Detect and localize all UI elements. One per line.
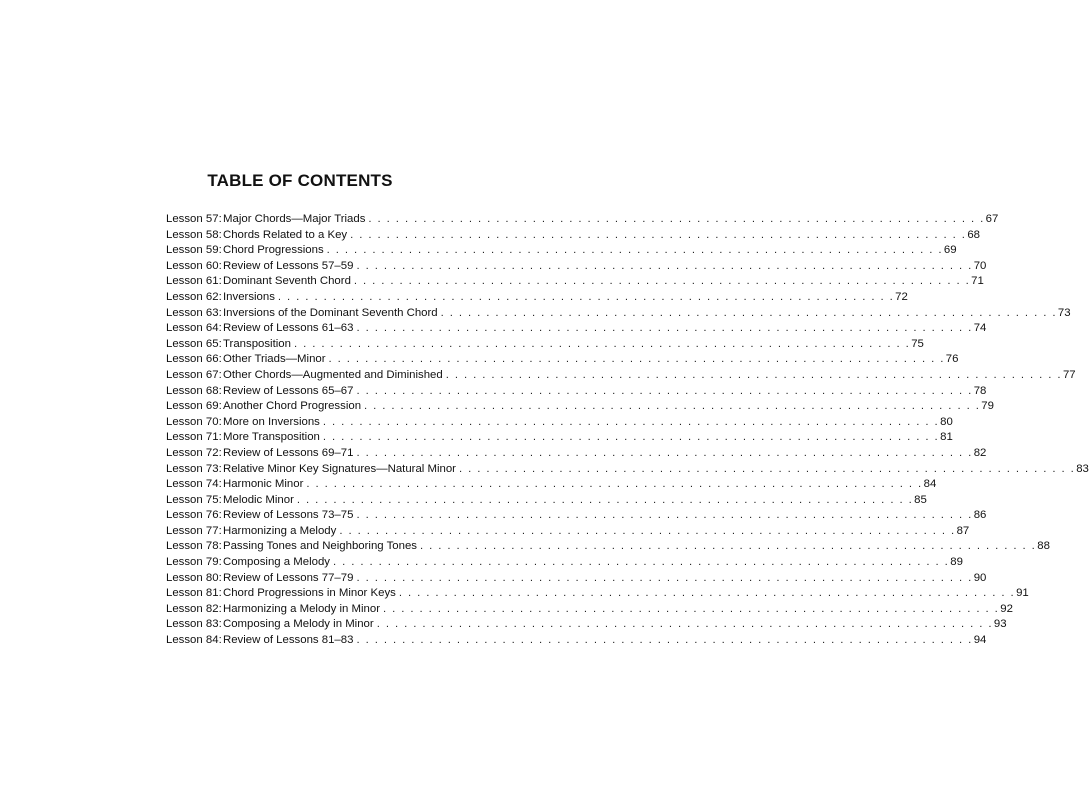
- toc-lesson-number: Lesson 72:: [166, 446, 222, 459]
- toc-dot-leader: . . . . . . . . . . . . . . . . . . . . . . . . . . . . . . . . . . . . . . . . . . . . . . . . . . . . . . . . . . . . . . . . . . . .: [296, 493, 914, 506]
- toc-dot-leader: . . . . . . . . . . . . . . . . . . . . . . . . . . . . . . . . . . . . . . . . . . . . . . . . . . . . . . . . . . . . . . . . . . . .: [420, 540, 1037, 553]
- toc-entry: [166, 274, 984, 290]
- toc-dot-leader: . . . . . . . . . . . . . . . . . . . . . . . . . . . . . . . . . . . . . . . . . . . . . . . . . . . . . . . . . . . . . . . . . . . .: [364, 400, 981, 413]
- toc-page-number: 90: [973, 571, 987, 584]
- toc-entry: [166, 352, 959, 368]
- toc-lesson-title: Review of Lessons 57–59: [223, 259, 354, 272]
- toc-lesson-title: Chords Related to a Key: [223, 228, 348, 241]
- toc-lesson-title: Review of Lessons 77–79: [223, 571, 354, 584]
- toc-lesson-title: Another Chord Progression: [223, 400, 362, 413]
- toc-page-number: 79: [981, 400, 994, 413]
- toc-page-number: 76: [945, 353, 959, 366]
- toc-entry: [166, 306, 1071, 322]
- toc-entry: [166, 259, 987, 275]
- toc-page-number: 68: [967, 228, 981, 241]
- toc-entry: [166, 384, 987, 400]
- toc-lesson-number: Lesson 65:: [166, 337, 222, 350]
- toc-page-number: 71: [971, 275, 984, 288]
- toc-entry: [166, 415, 953, 431]
- toc-dot-leader: . . . . . . . . . . . . . . . . . . . . . . . . . . . . . . . . . . . . . . . . . . . . . . . . . . . . . . . . . . . . . . . . . . . .: [306, 478, 923, 491]
- toc-lesson-title: Melodic Minor: [223, 493, 294, 506]
- toc-entry: [166, 508, 987, 524]
- toc-lesson-title: Composing a Melody in Minor: [223, 618, 374, 631]
- toc-dot-leader: . . . . . . . . . . . . . . . . . . . . . . . . . . . . . . . . . . . . . . . . . . . . . . . . . . . . . . . . . . . . . . . . . . . .: [356, 259, 973, 272]
- toc-page-number: 69: [943, 244, 957, 257]
- toc-page-number: 75: [911, 337, 924, 350]
- toc-lesson-number: Lesson 60:: [166, 259, 222, 272]
- toc-lesson-number: Lesson 69:: [166, 400, 222, 413]
- toc-dot-leader: . . . . . . . . . . . . . . . . . . . . . . . . . . . . . . . . . . . . . . . . . . . . . . . . . . . . . . . . . . . . . . . . . . . .: [350, 228, 967, 241]
- toc-dot-leader: . . . . . . . . . . . . . . . . . . . . . . . . . . . . . . . . . . . . . . . . . . . . . . . . . . . . . . . . . . . . . . . . . . . .: [328, 353, 945, 366]
- toc-lesson-number: Lesson 78:: [166, 540, 222, 553]
- toc-page-number: 73: [1057, 306, 1071, 319]
- toc-page-number: 92: [1000, 602, 1013, 615]
- toc-page-number: 81: [940, 431, 953, 444]
- toc-page-number: 89: [950, 556, 963, 569]
- toc-lesson-number: Lesson 77:: [166, 524, 222, 537]
- toc-lesson-title: Transposition: [223, 337, 291, 350]
- toc-page-number: 74: [973, 322, 987, 335]
- toc-entry: [166, 399, 994, 415]
- toc-lesson-number: Lesson 63:: [166, 306, 222, 319]
- toc-entry: [166, 555, 963, 571]
- toc-dot-leader: . . . . . . . . . . . . . . . . . . . . . . . . . . . . . . . . . . . . . . . . . . . . . . . . . . . . . . . . . . . . . . . . . . . .: [322, 415, 940, 428]
- toc-lesson-number: Lesson 75:: [166, 493, 222, 506]
- toc-dot-leader: . . . . . . . . . . . . . . . . . . . . . . . . . . . . . . . . . . . . . . . . . . . . . . . . . . . . . . . . . . . . . . . . . . . .: [356, 571, 973, 584]
- toc-lesson-number: Lesson 74:: [166, 478, 222, 491]
- toc-page-number: 88: [1037, 540, 1050, 553]
- toc-dot-leader: . . . . . . . . . . . . . . . . . . . . . . . . . . . . . . . . . . . . . . . . . . . . . . . . . . . . . . . . . . . . . . . . . . . .: [353, 275, 971, 288]
- toc-lesson-number: Lesson 57:: [166, 213, 222, 225]
- toc-page-number: 83: [1076, 462, 1089, 475]
- toc-lesson-number: Lesson 76:: [166, 509, 222, 522]
- toc-page-number: 94: [973, 634, 987, 647]
- toc-lesson-number: Lesson 84:: [166, 634, 222, 647]
- page-title: TABLE OF CONTENTS: [207, 171, 393, 190]
- toc-dot-leader: . . . . . . . . . . . . . . . . . . . . . . . . . . . . . . . . . . . . . . . . . . . . . . . . . . . . . . . . . . . . . . . . . . . .: [333, 556, 950, 569]
- toc-lesson-title: Harmonizing a Melody: [223, 524, 337, 537]
- toc-page-number: 77: [1062, 368, 1076, 381]
- toc-lesson-number: Lesson 81:: [166, 587, 222, 600]
- toc-page-number: 70: [973, 259, 987, 272]
- toc-entry: [166, 602, 1013, 618]
- toc-lesson-number: Lesson 62:: [166, 290, 222, 303]
- toc-page-number: 72: [895, 290, 908, 303]
- toc-lesson-title: Other Chords—Augmented and Diminished: [223, 368, 443, 381]
- toc-page-number: 91: [1016, 587, 1029, 600]
- toc-entry: [166, 290, 908, 306]
- toc-page-number: 67: [985, 213, 999, 225]
- toc-page-number: 84: [923, 478, 937, 491]
- toc-dot-leader: . . . . . . . . . . . . . . . . . . . . . . . . . . . . . . . . . . . . . . . . . . . . . . . . . . . . . . . . . . . . . . . . . . . .: [293, 337, 911, 350]
- toc-lesson-title: Chord Progressions in Minor Keys: [223, 587, 396, 600]
- toc-lesson-number: Lesson 82:: [166, 602, 222, 615]
- toc-dot-leader: . . . . . . . . . . . . . . . . . . . . . . . . . . . . . . . . . . . . . . . . . . . . . . . . . . . . . . . . . . . . . . . . . . . .: [383, 602, 1000, 615]
- toc-dot-leader: . . . . . . . . . . . . . . . . . . . . . . . . . . . . . . . . . . . . . . . . . . . . . . . . . . . . . . . . . . . . . . . . . . . .: [277, 290, 895, 303]
- toc-entry: [166, 368, 1076, 384]
- toc-entry: [166, 462, 1089, 478]
- toc-lesson-number: Lesson 64:: [166, 322, 222, 335]
- toc-dot-leader: . . . . . . . . . . . . . . . . . . . . . . . . . . . . . . . . . . . . . . . . . . . . . . . . . . . . . . . . . . . . . . . . . . . .: [356, 322, 973, 335]
- toc-entry: [166, 321, 987, 337]
- toc-entry: [166, 212, 999, 228]
- toc-dot-leader: . . . . . . . . . . . . . . . . . . . . . . . . . . . . . . . . . . . . . . . . . . . . . . . . . . . . . . . . . . . . . . . . . . . .: [440, 306, 1057, 319]
- toc-page-number: 78: [973, 384, 987, 397]
- toc-lesson-title: More on Inversions: [223, 415, 320, 428]
- toc-entry: [166, 571, 987, 587]
- toc-page-number: 82: [973, 446, 987, 459]
- toc-page-number: 80: [940, 415, 953, 428]
- toc-entry: [166, 228, 981, 244]
- toc-page-number: 86: [973, 509, 987, 522]
- toc-lesson-title: Inversions of the Dominant Seventh Chord: [223, 306, 438, 319]
- toc-lesson-title: Review of Lessons 73–75: [223, 509, 354, 522]
- toc-dot-leader: . . . . . . . . . . . . . . . . . . . . . . . . . . . . . . . . . . . . . . . . . . . . . . . . . . . . . . . . . . . . . . . . . . . .: [356, 446, 973, 459]
- toc-lesson-number: Lesson 59:: [166, 244, 222, 257]
- toc-lesson-number: Lesson 61:: [166, 275, 222, 288]
- toc-lesson-number: Lesson 58:: [166, 228, 222, 241]
- toc-dot-leader: . . . . . . . . . . . . . . . . . . . . . . . . . . . . . . . . . . . . . . . . . . . . . . . . . . . . . . . . . . . . . . . . . . . .: [356, 384, 973, 397]
- toc-lesson-title: More Transposition: [223, 431, 320, 444]
- toc-dot-leader: . . . . . . . . . . . . . . . . . . . . . . . . . . . . . . . . . . . . . . . . . . . . . . . . . . . . . . . . . . . . . . . . . . . .: [445, 368, 1062, 381]
- toc-entry: [166, 430, 953, 446]
- toc-lesson-number: Lesson 73:: [166, 462, 222, 475]
- toc-lesson-number: Lesson 80:: [166, 571, 222, 584]
- toc-lesson-number: Lesson 83:: [166, 618, 222, 631]
- toc-dot-leader: . . . . . . . . . . . . . . . . . . . . . . . . . . . . . . . . . . . . . . . . . . . . . . . . . . . . . . . . . . . . . . . . . . . .: [368, 213, 985, 225]
- toc-dot-leader: . . . . . . . . . . . . . . . . . . . . . . . . . . . . . . . . . . . . . . . . . . . . . . . . . . . . . . . . . . . . . . . . . . . .: [398, 587, 1016, 600]
- toc-dot-leader: . . . . . . . . . . . . . . . . . . . . . . . . . . . . . . . . . . . . . . . . . . . . . . . . . . . . . . . . . . . . . . . . . . . .: [376, 618, 993, 631]
- toc-lesson-title: Harmonic Minor: [223, 478, 304, 491]
- toc-lesson-number: Lesson 67:: [166, 368, 222, 381]
- toc-lesson-title: Passing Tones and Neighboring Tones: [223, 540, 417, 553]
- toc-dot-leader: . . . . . . . . . . . . . . . . . . . . . . . . . . . . . . . . . . . . . . . . . . . . . . . . . . . . . . . . . . . . . . . . . . . .: [458, 462, 1076, 475]
- toc-lesson-title: Review of Lessons 81–83: [223, 634, 354, 647]
- toc-page-number: 87: [956, 524, 970, 537]
- toc-lesson-title: Composing a Melody: [223, 556, 330, 569]
- toc-dot-leader: . . . . . . . . . . . . . . . . . . . . . . . . . . . . . . . . . . . . . . . . . . . . . . . . . . . . . . . . . . . . . . . . . . . .: [322, 431, 940, 444]
- toc-entry: [166, 243, 957, 259]
- toc-lesson-title: Major Chords—Major Triads: [223, 213, 366, 225]
- toc-entry: [166, 539, 1050, 555]
- toc-lesson-title: Relative Minor Key Signatures—Natural Minor: [223, 462, 456, 475]
- toc-dot-leader: . . . . . . . . . . . . . . . . . . . . . . . . . . . . . . . . . . . . . . . . . . . . . . . . . . . . . . . . . . . . . . . . . . . .: [339, 524, 956, 537]
- table-of-contents-list: [166, 212, 1089, 649]
- toc-lesson-number: Lesson 79:: [166, 556, 222, 569]
- toc-page-number: 93: [993, 618, 1007, 631]
- toc-lesson-title: Harmonizing a Melody in Minor: [223, 602, 380, 615]
- toc-lesson-number: Lesson 68:: [166, 384, 222, 397]
- toc-entry: [166, 446, 987, 462]
- toc-entry: [166, 493, 927, 509]
- toc-entry: [166, 633, 987, 649]
- toc-entry: [166, 586, 1029, 602]
- toc-dot-leader: . . . . . . . . . . . . . . . . . . . . . . . . . . . . . . . . . . . . . . . . . . . . . . . . . . . . . . . . . . . . . . . . . . . .: [356, 509, 973, 522]
- toc-dot-leader: . . . . . . . . . . . . . . . . . . . . . . . . . . . . . . . . . . . . . . . . . . . . . . . . . . . . . . . . . . . . . . . . . . . .: [326, 244, 943, 257]
- toc-entry: [166, 477, 937, 493]
- toc-lesson-title: Chord Progressions: [223, 244, 324, 257]
- toc-lesson-title: Inversions: [223, 290, 275, 303]
- toc-entry: [166, 524, 970, 540]
- toc-lesson-title: Review of Lessons 61–63: [223, 322, 354, 335]
- toc-dot-leader: . . . . . . . . . . . . . . . . . . . . . . . . . . . . . . . . . . . . . . . . . . . . . . . . . . . . . . . . . . . . . . . . . . . .: [356, 634, 973, 647]
- toc-lesson-title: Other Triads—Minor: [223, 353, 326, 366]
- toc-page-number: 85: [914, 493, 927, 506]
- toc-lesson-number: Lesson 66:: [166, 353, 222, 366]
- toc-lesson-title: Dominant Seventh Chord: [223, 275, 351, 288]
- toc-entry: [166, 337, 924, 353]
- toc-lesson-number: Lesson 71:: [166, 431, 222, 444]
- toc-lesson-number: Lesson 70:: [166, 415, 222, 428]
- toc-lesson-title: Review of Lessons 69–71: [223, 446, 354, 459]
- toc-entry: [166, 617, 1007, 633]
- toc-lesson-title: Review of Lessons 65–67: [223, 384, 354, 397]
